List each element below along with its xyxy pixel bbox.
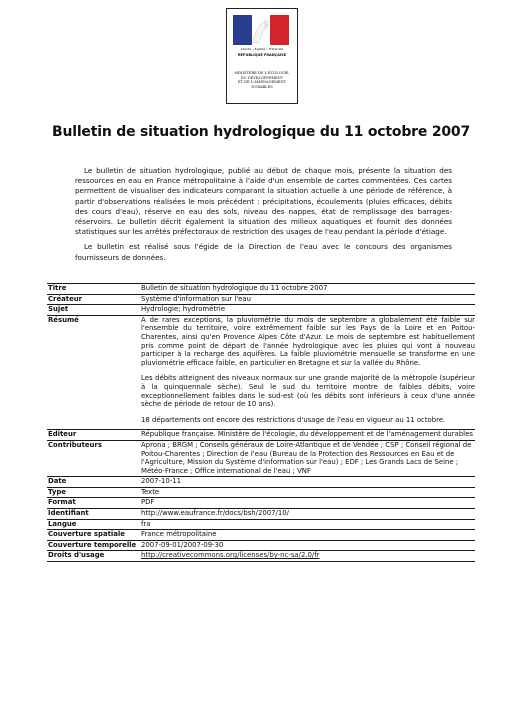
table-row <box>47 305 475 316</box>
field-value: http://www.eaufrance.fr/docs/bsh/2007/10/ <box>139 509 475 520</box>
table-row <box>47 551 475 562</box>
field-label: Contributeurs <box>47 440 139 476</box>
resume-paragraph: A de rares exceptions, la pluviométrie du mois de septembre a globalement été faible sur l'ensemble du territoire, voire extrêmement faible sur les Pays de la Loire et en Poitou-Charentes, ainsi qu'en Provence Alpes Côte d'Azur. Le mois de septembre est habituellement pris comme point de départ de l'année hydrologique avec les pluies qui vont à nouveau participer à la recharge des aquifères. La faible pluviométrie mensuelle se transforme en une pluviométrie efficace faible, en particulier en Bretagne et sur la vallée du Rhône. <box>141 315 475 367</box>
field-label: Droits d'usage <box>47 551 139 562</box>
table-row <box>47 498 475 509</box>
field-value: République française. Ministère de l'écologie, du développement et de l'aménagement durables <box>139 430 475 441</box>
field-value: France métropolitaine <box>139 530 475 541</box>
field-value: Texte <box>139 487 475 498</box>
field-label: Date <box>47 477 139 488</box>
table-row <box>47 440 475 476</box>
resume-value <box>139 315 475 430</box>
intro-paragraph: Le bulletin de situation hydrologique, publié au début de chaque mois, présente la situation des ressources en eau en France métropolitaine à l'aide d'un ensemble de cartes commentées. Ces cartes permettent de visualiser des indicateurs comparant la situation actuelle à une période de référence, à partir d'observations réalisées le mois précédent : précipitations, écoulements (pluies efficaces, débits des cours d'eau), réserve en eau des sols, niveau des nappes, état de remplissage des barrages-réservoirs. Le bulletin décrit également la situation des milieux aquatiques et fournit des données statistiques sur les arrêtés préfectoraux de restriction des usages de l'eau pendant la période d'étiage. <box>75 166 452 237</box>
field-label: Couverture temporelle <box>47 540 139 551</box>
field-value: Bulletin de situation hydrologique du 11 octobre 2007 <box>139 284 475 295</box>
logo-ministry-name <box>231 71 293 89</box>
field-label: Identifiant <box>47 509 139 520</box>
table-row <box>47 315 475 430</box>
field-label: Résumé <box>47 315 139 430</box>
field-label: Sujet <box>47 305 139 316</box>
license-link[interactable]: http://creativecommons.org/licenses/by-nc-sa/2.0/fr <box>141 551 320 560</box>
field-value: 2007-10-11 <box>139 477 475 488</box>
marianne-emblem-icon <box>233 15 289 45</box>
field-label: Couverture spatiale <box>47 530 139 541</box>
field-label: Langue <box>47 519 139 530</box>
logo-ministry-line: MINISTÈRE DE L'ÉCOLOGIE, <box>234 71 290 75</box>
field-value: Aprona ; BRGM ; Conseils généraux de Loire-Atlantique et de Vendée ; CSP ; Conseil régional de Poitou-Charentes ; Direction de l'eau (Bureau de la Protection des Ressources en Eau et de l'Agriculture, Mission du Système d'information sur l'eau) ; EDF ; Les Grands Lacs de Seine ; Météo-France ; Office international de l'eau ; VNF <box>139 440 475 476</box>
table-row <box>47 294 475 305</box>
field-value: fra <box>139 519 475 530</box>
field-value: Système d'information sur l'eau <box>139 294 475 305</box>
resume-paragraph: Les débits atteignent des niveaux normaux sur une grande majorité de la métropole (supérieur à la quinquennale sèche). Seul le sud du territoire montre de faibles débits, voire exceptionnellement faibles dans le sud-est (où les débits sont inférieurs à ceux d'une année sèche de période de retour de 10 ans). <box>141 374 475 409</box>
field-value: Hydrologie; hydrométrie <box>139 305 475 316</box>
field-label: Titre <box>47 284 139 295</box>
table-row <box>47 430 475 441</box>
metadata-table <box>47 283 475 562</box>
logo-ministry-line: DU DÉVELOPPEMENT <box>240 75 284 80</box>
logo-ministry-line: ET DE L'AMÉNAGEMENT <box>237 80 287 85</box>
field-label: Éditeur <box>47 430 139 441</box>
table-row <box>47 284 475 295</box>
table-row <box>47 530 475 541</box>
table-row <box>47 540 475 551</box>
field-value: PDF <box>139 498 475 509</box>
table-row <box>47 519 475 530</box>
field-label: Créateur <box>47 294 139 305</box>
table-row <box>47 477 475 488</box>
document-title: Bulletin de situation hydrologique du 11 octobre 2007 <box>52 124 470 140</box>
intro-paragraph: Le bulletin est réalisé sous l'égide de la Direction de l'eau avec le concours des organismes fournisseurs de données. <box>75 242 452 262</box>
logo-ministry-line: DURABLES <box>251 84 273 89</box>
ministry-logo <box>226 8 298 104</box>
resume-paragraph: 18 départements ont encore des restrictions d'usage de l'eau en vigueur au 11 octobre. <box>141 415 446 424</box>
logo-motto: Liberté • Égalité • Fraternité <box>240 47 284 51</box>
field-value: 2007-09-01/2007-09-30 <box>139 540 475 551</box>
intro-section <box>75 166 452 268</box>
logo-republic-name: RÉPUBLIQUE FRANÇAISE <box>237 53 287 57</box>
table-row <box>47 487 475 498</box>
table-row <box>47 509 475 520</box>
field-label: Type <box>47 487 139 498</box>
field-label: Format <box>47 498 139 509</box>
field-value <box>139 551 475 562</box>
